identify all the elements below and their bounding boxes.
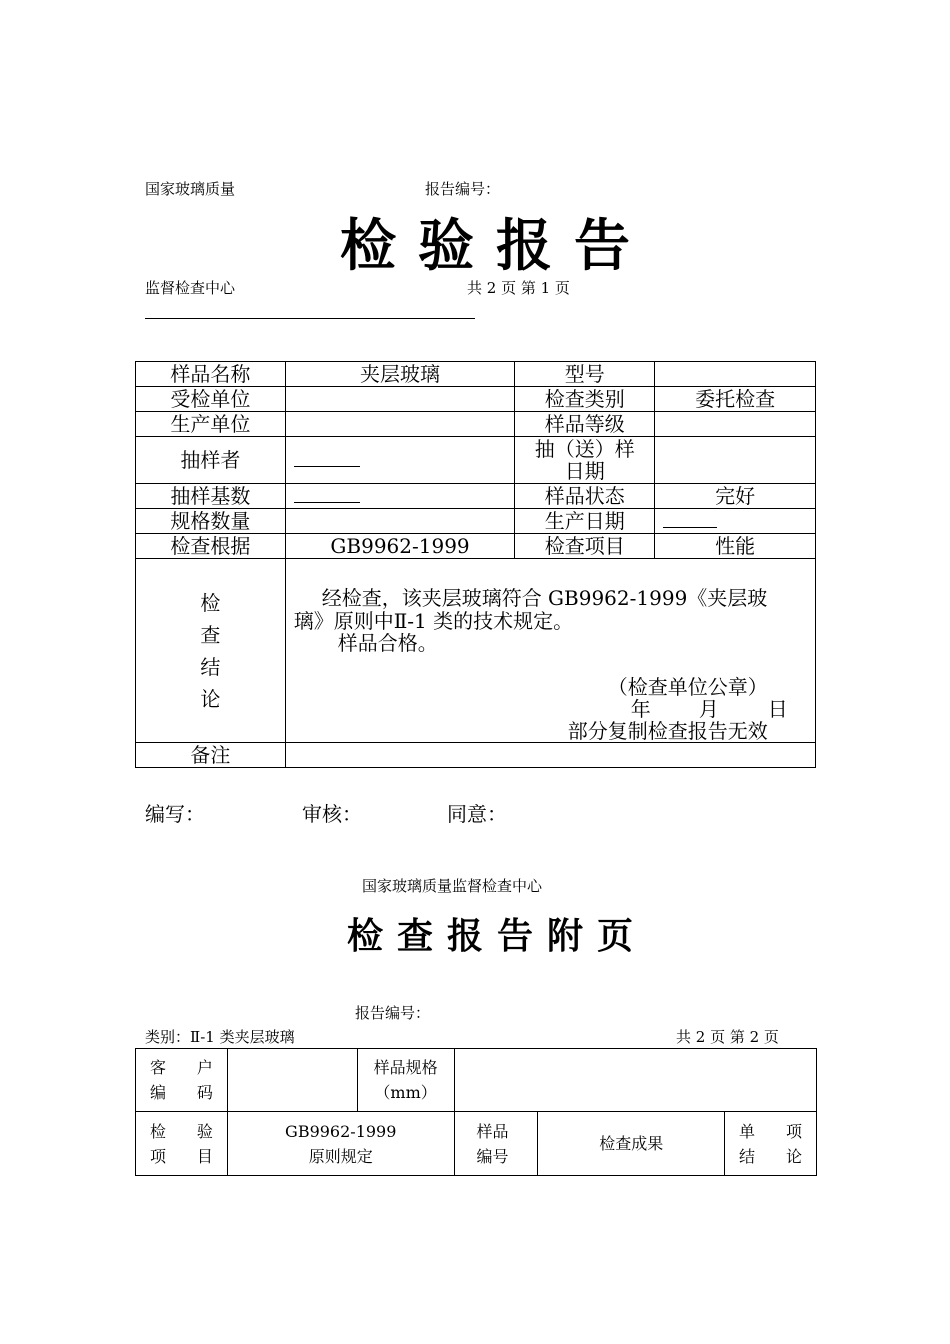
table-row	[136, 743, 816, 768]
item-value: 性能	[655, 534, 816, 559]
report-table	[135, 361, 816, 768]
model-value	[655, 362, 816, 387]
org-name: 国家玻璃质量监督检查中心	[362, 877, 543, 895]
table-row	[136, 1049, 817, 1112]
spec-qty-value	[285, 509, 515, 534]
client-code-label	[136, 1049, 228, 1112]
copy-invalid-notice: 部分复制检查报告无效	[567, 719, 768, 743]
grade-label: 样品等级	[515, 412, 655, 437]
sample-number-line2: 编号	[476, 1146, 509, 1166]
inspected-unit-label: 受检单位	[136, 387, 286, 412]
label-char: 结	[739, 1146, 756, 1166]
inspection-item-label	[136, 1112, 228, 1176]
conclusion-char: 论	[200, 686, 221, 711]
table-row	[136, 1112, 817, 1176]
table-row	[136, 559, 816, 743]
blank-line	[663, 511, 717, 528]
remark-value	[285, 743, 815, 768]
table-row	[136, 387, 816, 412]
label-char: 客	[150, 1058, 167, 1077]
standard-line2: 原则规定	[308, 1146, 373, 1166]
category-line: 类别：Ⅱ-1 类夹层玻璃	[145, 1028, 295, 1046]
label-char: 检	[150, 1121, 167, 1141]
spec-value	[454, 1049, 816, 1112]
label-char: 项	[150, 1146, 167, 1166]
table-row	[136, 484, 816, 509]
label-char: 论	[785, 1146, 802, 1166]
standard-line1: GB9962-1999	[285, 1121, 397, 1141]
report-title: 检验报告	[340, 213, 652, 279]
conclusion-text-line3: 样品合格。	[337, 631, 438, 655]
model-label: 型号	[515, 362, 655, 387]
table-row	[136, 437, 816, 484]
table-row	[136, 362, 816, 387]
date-year: 年	[630, 697, 651, 721]
sample-name-label: 样品名称	[136, 362, 286, 387]
client-code-value	[227, 1049, 357, 1112]
prod-date-label: 生产日期	[515, 509, 655, 534]
remark-label: 备注	[136, 743, 286, 768]
label-char: 验	[196, 1121, 213, 1141]
conclusion-char: 结	[200, 654, 221, 679]
basis-value: GB9962-1999	[285, 534, 515, 559]
header-divider	[145, 318, 475, 319]
org-name-part2: 监督检查中心	[145, 279, 236, 297]
sample-date-label-line2: 日期	[564, 459, 605, 483]
spec-qty-label: 规格数量	[136, 509, 286, 534]
producer-label: 生产单位	[136, 412, 286, 437]
conclusion-text-line1: 经检查，该夹层玻璃符合 GB9962-1999《夹层玻	[321, 586, 768, 610]
inspected-unit-value	[285, 387, 515, 412]
page-indicator: 共 2 页 第 1 页	[467, 279, 570, 297]
spec-label	[357, 1049, 454, 1112]
sampler-value	[285, 437, 515, 484]
date-month: 月	[698, 697, 719, 721]
blank-line	[294, 486, 360, 503]
single-conclusion-header	[725, 1112, 817, 1176]
spec-label-line1: 样品规格	[373, 1058, 438, 1077]
standard-header	[227, 1112, 454, 1176]
sample-base-value	[285, 484, 515, 509]
sample-name-value: 夹层玻璃	[285, 362, 515, 387]
conclusion-char: 查	[200, 622, 221, 647]
result-header: 检查成果	[538, 1112, 725, 1176]
label-char: 户	[196, 1058, 213, 1077]
conclusion-label	[136, 559, 286, 743]
page-indicator-2: 共 2 页 第 2 页	[676, 1028, 779, 1046]
table-row	[136, 509, 816, 534]
seal-text: （检查单位公章）	[607, 675, 768, 699]
category-value: 委托检查	[655, 387, 816, 412]
sample-number-line1: 样品	[476, 1121, 509, 1141]
report-number-label-2: 报告编号：	[355, 1004, 431, 1022]
appendix-table	[135, 1048, 817, 1176]
table-row	[136, 412, 816, 437]
sample-date-label	[515, 437, 655, 484]
sample-date-value	[655, 437, 816, 484]
conclusion-body	[285, 559, 815, 743]
org-name-part1: 国家玻璃质量	[145, 180, 236, 198]
label-char: 目	[196, 1146, 213, 1166]
conclusion-char: 检	[200, 590, 221, 615]
sampler-label: 抽样者	[136, 437, 286, 484]
spec-label-line2: （mm）	[374, 1083, 437, 1102]
table-row	[136, 534, 816, 559]
sample-date-label-line1: 抽（送）样	[534, 437, 635, 461]
status-label: 样品状态	[515, 484, 655, 509]
producer-value	[285, 412, 515, 437]
label-char: 码	[196, 1083, 213, 1102]
basis-label: 检查根据	[136, 534, 286, 559]
report-number-label: 报告编号：	[425, 180, 501, 198]
appendix-title: 检查报告附页	[347, 915, 648, 957]
status-value: 完好	[655, 484, 816, 509]
date-day: 日	[767, 697, 788, 721]
prod-date-value	[655, 509, 816, 534]
label-char: 项	[785, 1121, 802, 1141]
grade-value	[655, 412, 816, 437]
blank-line	[294, 450, 360, 467]
conclusion-text-line2: 璃》原则中Ⅱ-1 类的技术规定。	[293, 609, 574, 633]
writer-label: 编写：	[145, 802, 205, 826]
category-label: 检查类别	[515, 387, 655, 412]
sample-number-header	[454, 1112, 538, 1176]
item-label: 检查项目	[515, 534, 655, 559]
label-char: 单	[739, 1121, 756, 1141]
approver-label: 同意：	[447, 802, 507, 826]
sample-base-label: 抽样基数	[136, 484, 286, 509]
reviewer-label: 审核：	[302, 802, 362, 826]
label-char: 编	[150, 1083, 167, 1102]
